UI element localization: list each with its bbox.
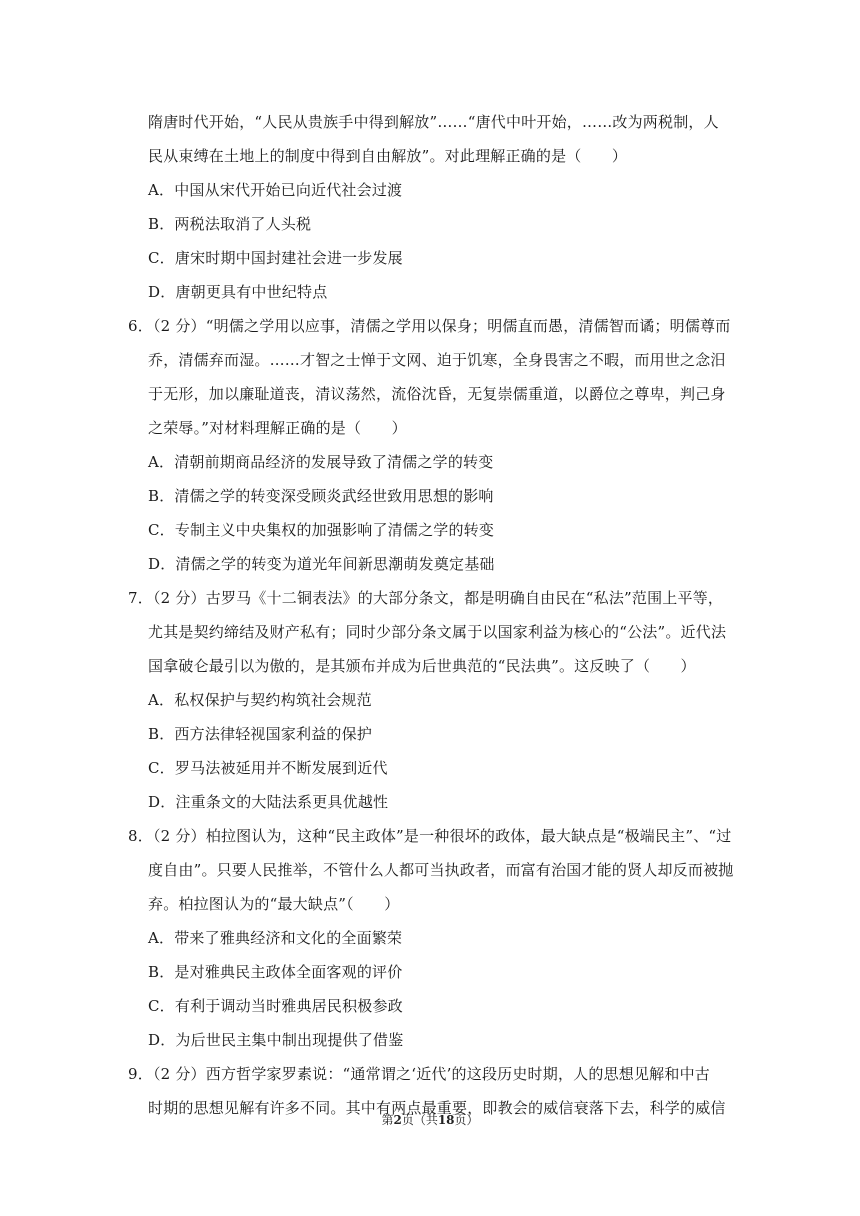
footer-middle: 页（共 [401, 1113, 438, 1127]
q6-stem-line-3: 于无形，加以廉耻道丧，清议荡然，流俗沈昏，无复崇儒重道，以爵位之尊卑，判己身 [148, 385, 726, 403]
q9-stem-line-1: 9．（2 分）西方哲学家罗素说：“通常谓之‘近代’的这段历史时期，人的思想见解和中古 [128, 1065, 710, 1083]
q5-option-b: B．两税法取消了人头税 [148, 215, 312, 233]
q9-stem-line-2: 时期的思想见解有许多不同。其中有两点最重要，即教会的威信衰落下去，科学的威信 [148, 1099, 726, 1117]
q8-stem-line-2: 度自由”。只要人民推举，不管什么人都可当执政者，而富有治国才能的贤人却反而被抛 [148, 861, 734, 879]
q6-stem-line-2: 乔，清儒弃而湿。……才智之士惮于文网、迫于饥寒，全身畏害之不暇，而用世之念汨 [148, 351, 726, 369]
footer-prefix: 第 [381, 1113, 394, 1127]
footer-page-number: 2 [393, 1113, 402, 1127]
q6-option-b: B．清儒之学的转变深受顾炎武经世致用思想的影响 [148, 487, 494, 505]
q6-stem-line-1: 6．（2 分）“明儒之学用以应事，清儒之学用以保身；明儒直而愚，清儒智而谲；明儒尊而 [128, 317, 731, 335]
q8-option-d: D．为后世民主集中制出现提供了借鉴 [148, 1031, 404, 1049]
q6-option-d: D．清儒之学的转变为道光年间新思潮萌发奠定基础 [148, 555, 495, 573]
q5-option-c: C．唐宋时期中国封建社会进一步发展 [148, 249, 403, 267]
q8-option-c: C．有利于调动当时雅典居民积极参政 [148, 997, 403, 1015]
page-footer [0, 1112, 860, 1128]
q7-option-c: C．罗马法被延用并不断发展到近代 [148, 759, 388, 777]
q5-option-d: D．唐朝更具有中世纪特点 [148, 283, 328, 301]
q7-option-b: B．西方法律轻视国家利益的保护 [148, 725, 373, 743]
q8-option-a: A．带来了雅典经济和文化的全面繁荣 [148, 929, 403, 947]
q7-option-d: D．注重条文的大陆法系更具优越性 [148, 793, 389, 811]
q8-stem-line-1: 8．（2 分）柏拉图认为，这种“民主政体”是一种很坏的政体，最大缺点是“极端民主”、“过 [128, 827, 732, 845]
q7-stem-line-2: 尤其是契约缔结及财产私有；同时少部分条文属于以国家利益为核心的“公法”。近代法 [148, 623, 727, 641]
q7-stem-line-3: 国拿破仑最引以为傲的，是其颁布并成为后世典范的“民法典”。这反映了（ ） [148, 657, 696, 675]
q5-stem-line-1: 隋唐时代开始，“人民从贵族手中得到解放”……“唐代中叶开始，……改为两税制，人 [148, 113, 719, 131]
q7-option-a: A．私权保护与契约构筑社会规范 [148, 691, 372, 709]
q8-option-b: B．是对雅典民主政体全面客观的评价 [148, 963, 403, 981]
q6-option-c: C．专制主义中央集权的加强影响了清儒之学的转变 [148, 521, 495, 539]
q8-stem-line-3: 弃。柏拉图认为的“最大缺点”（ ） [148, 895, 400, 913]
q5-stem-line-2: 民从束缚在土地上的制度中得到自由解放”。对此理解正确的是（ ） [148, 147, 628, 165]
q6-stem-line-4: 之荣辱。”对材料理解正确的是（ ） [148, 419, 407, 437]
footer-suffix: 页） [454, 1113, 479, 1127]
q7-stem-line-1: 7．（2 分）古罗马《十二铜表法》的大部分条文，都是明确自由民在“私法”范围上平等， [128, 589, 724, 607]
footer-total-pages: 18 [437, 1113, 455, 1127]
q6-option-a: A．清朝前期商品经济的发展导致了清儒之学的转变 [148, 453, 494, 471]
q5-option-a: A．中国从宋代开始已向近代社会过渡 [148, 181, 403, 199]
